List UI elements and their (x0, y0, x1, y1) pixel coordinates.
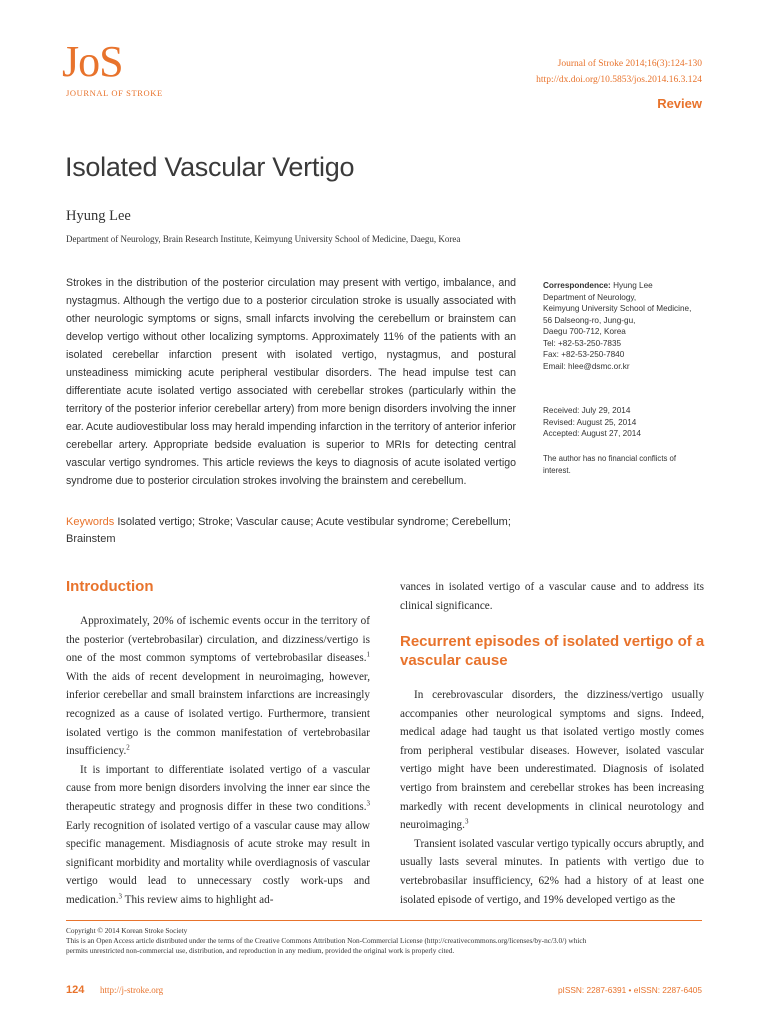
text: With the aids of recent development in neuroimaging, however, inferior cerebellar and small brainstem infarctions are increasingly recognized as a cause of isolated vertigo. Furthermore, transient isolated vertigo is the common manifestation of vertebrobasilar insufficiency. (66, 670, 370, 758)
correspondence-line (543, 280, 691, 292)
article-title: Isolated Vascular Vertigo (65, 152, 355, 182)
dates-block (543, 405, 641, 440)
keywords-label: Keywords (66, 516, 115, 528)
copyright: Copyright © 2014 Korean Stroke Society (66, 926, 188, 935)
journal-website-link[interactable]: http://j-stroke.org (100, 985, 164, 995)
phone-line: Tel: +82-53-250-7835 (543, 338, 622, 348)
issn: pISSN: 2287-6391 • eISSN: 2287-6405 (557, 985, 702, 995)
journal-name: JOURNAL OF STROKE (66, 88, 163, 98)
keywords (66, 514, 526, 548)
author-affiliation: Department of Neurology, Brain Research Institute, Keimyung University School of Medicine, Daegu, Korea (66, 234, 461, 244)
column-right (400, 686, 704, 909)
paragraph: vances in isolated vertigo of a vascular cause and to address its clinical significance. (400, 581, 704, 612)
reference[interactable]: 2 (126, 743, 130, 752)
page-number: 124 (66, 984, 85, 996)
license-text: permits unrestricted non-commercial use, distribution, and reproduction in any medium, provided the original work is properly cited. (66, 946, 455, 955)
reference[interactable]: 3 (118, 892, 123, 901)
text: Early recognition of isolated vertigo of a vascular cause may allow specific management. Misdiagnosis of acute stroke may result in significant morbidity and mortality while overdiagnosis of vascular vertigo would lead to unnecessary costly work-ups and medication. (66, 819, 370, 906)
text: In cerebrovascular disorders, the dizziness/vertigo usually accompanies other neurological symptoms and signs. Indeed, medical adage had taught us that isolated vertigo mostly comes from peripheral vestibular diseases. However, isolated vascular vertigo might have been underestimated. Diagnosis of isolated vertigo from brainstem and cerebellar strokes has been increasing markedly with recent developments in clinical neurotology and neuroimaging. (400, 689, 704, 832)
address-line: Daegu 700-712, Korea (543, 327, 626, 336)
journal-logo: JoS (62, 37, 123, 86)
column-left (66, 612, 370, 910)
fax-line: Fax: +82-53-250-7840 (543, 350, 625, 359)
paragraph (400, 686, 704, 835)
text: It is important to differentiate isolated vertigo of a vascular cause from more benign disorders involving the inner ear since the therapeutic strategy and prognosis differ in these two conditions. (66, 763, 370, 813)
footer-divider (66, 920, 702, 921)
license-text: This is an Open Access article distributed under the terms of the Creative Commons Attribution Non-Commercial License (http://creativecommons.org/licenses/by-nc/3.0/) which (66, 936, 587, 945)
revised-date: Revised: August 25, 2014 (543, 417, 637, 427)
reference[interactable]: 3 (464, 817, 469, 826)
correspondence-label: Correspondence: (543, 281, 611, 290)
conflict-line: The author has no financial conflicts of (543, 454, 677, 463)
author-name: Hyung Lee (66, 208, 131, 224)
copyright-block (66, 926, 706, 956)
doi-link[interactable]: http://dx.doi.org/10.5853/jos.2014.16.3.124 (536, 75, 702, 85)
text: Approximately, 20% of ischemic events occur in the territory of the posterior (vertebrobasilar) circulation, and dizziness/vertigo is one of the most common symptoms of vertebrobasilar diseases. (66, 615, 370, 665)
paragraph (66, 761, 370, 910)
conflict-statement (543, 453, 676, 476)
section-heading-recurrent: Recurrent episodes of isolated vertigo of a vascular cause (400, 633, 705, 669)
address-line: Department of Neurology, (543, 292, 637, 302)
address-line: 56 Dalseong-ro, Jung-gu, (543, 315, 636, 325)
text: This review aims to highlight ad- (122, 893, 274, 906)
article-type: Review (657, 96, 702, 111)
paragraph: Transient isolated vascular vertigo typically occurs abruptly, and usually lasts several minutes. In patients with vertigo due to vertebrobasilar insufficiency, 62% had a history of at least one isolated episode of vertigo, and 19% developed vertigo as the (400, 837, 704, 906)
citation: Journal of Stroke 2014;16(3):124-130 (557, 59, 702, 69)
reference[interactable]: 3 (366, 799, 370, 808)
citation-block (536, 56, 702, 88)
column-right-continuation (400, 578, 704, 615)
reference[interactable]: 1 (366, 650, 370, 659)
abstract: Strokes in the distribution of the posterior circulation may present with vertigo, imbalance, and nystagmus. Although the vertigo due to a posterior circulation stroke is usually associated with other neurologic symptoms or signs, small infarcts involving the cerebellum or brainstem can develop vertigo without other localizing symptoms. Approximately 11% of the patients with an isolated cerebellar infarction present with isolated vertigo, nystagmus, and postural unsteadiness mimicking acute peripheral vestibular disorders. The head impulse test can differentiate acute isolated vertigo associated with cerebellar strokes (particularly within the territory of the posterior inferior cerebellar artery) from more benign disorders involving the inner ear. Acute audiovestibular loss may herald impending infarction in the territory of anterior inferior cerebellar artery. Appropriate bedside evaluation is superior to MRIs for detecting central vascular vertigo syndromes. This article reviews the keys to diagnosis of acute isolated vertigo syndrome due to posterior circulation strokes involving the brainstem and cerebellum. (66, 277, 516, 487)
received-date: Received: July 29, 2014 (543, 406, 631, 415)
section-heading-introduction: Introduction (66, 578, 154, 595)
keywords-list: Isolated vertigo; Stroke; Vascular cause; Acute vestibular syndrome; Cerebellum; Brainstem (66, 516, 511, 545)
email-line[interactable]: Email: hlee@dsmc.or.kr (543, 361, 630, 371)
paragraph (66, 612, 370, 761)
accepted-date: Accepted: August 27, 2014 (543, 429, 641, 438)
conflict-line: interest. (543, 465, 571, 475)
correspondence-name: Hyung Lee (613, 281, 653, 290)
correspondence-block (543, 280, 691, 372)
address-line: Keimyung University School of Medicine, (543, 304, 692, 313)
